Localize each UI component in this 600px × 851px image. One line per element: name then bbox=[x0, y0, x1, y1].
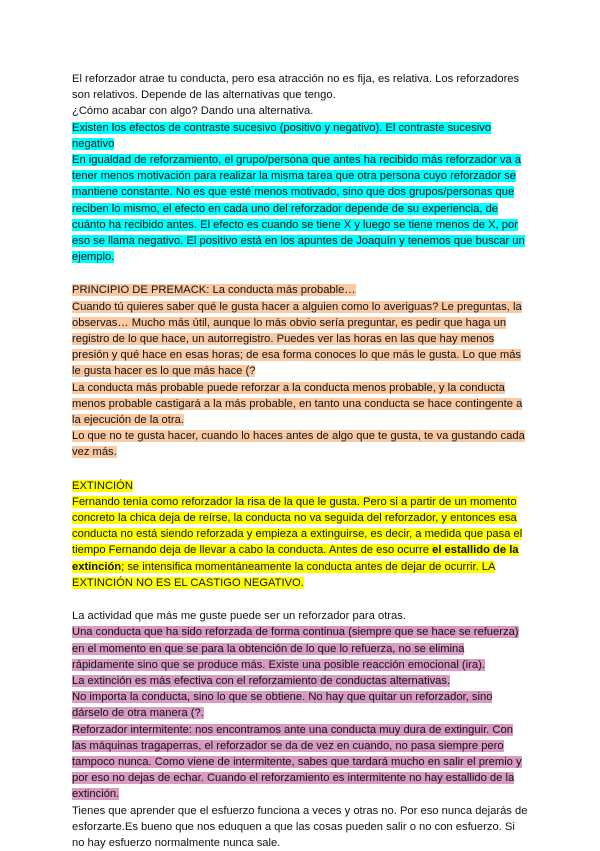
highlight-yellow bbox=[72, 496, 522, 589]
paragraph-reforzador-relativo: El reforzador atrae tu conducta, pero esa atracción no es fija, es relativa. Los reforzadores son relativos. Depende de las alternativas que tengo. bbox=[72, 73, 520, 102]
highlight-orange: PRINCIPIO DE PREMACK: La conducta más probable… bbox=[72, 284, 356, 297]
paragraph-gap bbox=[72, 461, 528, 478]
highlight-orange: La conducta más probable puede reforzar a la conducta menos probable, y la conducta menos probable castigará a la más probable, en tanto una conducta se hace contingente a la ejecución de la otra. bbox=[72, 381, 523, 427]
highlight-cyan: En igualdad de reforzamiento, el grupo/persona que antes ha recibido más reforzador va a tener menos motivación para realizar la misma tarea que otra persona cuyo reforzador se mantiene constante. No es que esté menos motivado, sino que dos grupos/personas que reciben lo mismo, el efecto en cada uno del reforzador depende de su experiencia, de cuánto ha recibido antes. El efecto es cuando se tiene X y luego se tiene menos de X, por eso se llama negativo. El positivo está en los apuntes de Joaquín y tenemos que buscar un ejemplo. bbox=[72, 154, 525, 264]
highlight-pink: La extinción es más efectiva con el reforzamiento de conductas alternativas. bbox=[72, 674, 451, 687]
paragraph-actividad-reforzador: La actividad que más me guste puede ser un reforzador para otras. bbox=[72, 610, 406, 623]
highlight-pink: Una conducta que ha sido reforzada de forma continua (siempre que se hace se refuerza) en el momento en que se para la obtención de lo que lo refuerza, no se elimina rápidamente sino que se produce más. Existe una posible reacción emocional (ira). bbox=[72, 626, 519, 671]
paragraph-premack-gusto bbox=[72, 428, 528, 460]
paragraph-no-importa-conducta bbox=[72, 689, 528, 721]
paragraph-extincion-ejemplo bbox=[72, 494, 528, 591]
paragraph-conductas-alternativas bbox=[72, 673, 528, 689]
paragraph-reforzamiento-continuo bbox=[72, 624, 528, 673]
document-body bbox=[72, 71, 528, 851]
highlight-cyan: Existen los efectos de contraste sucesivo (positivo y negativo). El contraste sucesivo negativo bbox=[72, 121, 492, 150]
extincion-text-start: Fernando tenía como reforzador la risa de la que le gusta. Pero si a partir de un momento concreto la chica deja de reírse, la conducta no va seguida del reforzador, y entonces esa conducta no está siendo reforzada y empieza a extinguirse, es decir, a medida que pasa el tiempo Fernando deja de llevar a cabo la conducta. Antes de eso ocurre bbox=[72, 495, 523, 557]
paragraph-esfuerzo: Tienes que aprender que el esfuerzo funciona a veces y otras no. Por eso nunca dejarás de esforzarte.Es bueno que nos eduquen a que las cosas pueden salir o no con esfuerzo. Si no hay esfuerzo normalmente nunca sale. bbox=[72, 804, 528, 849]
highlight-yellow: EXTINCIÓN bbox=[72, 479, 133, 492]
highlight-orange: Cuando tú quieres saber qué le gusta hacer a alguien como lo averiguas? Le preguntas, la observas… Mucho más útil, aunque lo más obvio sería preguntar, es pedir que haga un registro de lo que hace, un autorregistro. Puedes ver las horas en las que hay menos presión y qué hace en esas horas; de esa forma conoces lo que más le gusta. Lo que más le gusta hacer es lo que más hace (? bbox=[72, 300, 522, 378]
paragraph-premack-probable bbox=[72, 380, 528, 429]
paragraph-extincion-heading bbox=[72, 478, 528, 494]
highlight-pink: No importa la conducta, sino lo que se obtiene. No hay que quitar un reforzador, sino dárselo de otra manera (?. bbox=[72, 691, 493, 720]
paragraph-contraste-explicacion bbox=[72, 152, 528, 265]
highlight-pink: Reforzador intermitente: nos encontramos ante una conducta muy dura de extinguir. Con las máquinas tragaperras, el reforzador se da de vez en cuando, no pasa siempre pero tampoco nunca. Como viene de intermitente, sabes que tardará mucho en salir el premio y por eso no dejas de echar. Cuando el reforzamiento es intermitente no hay estallido de la extinción. bbox=[72, 723, 522, 801]
paragraph-gap bbox=[72, 265, 528, 282]
paragraph-premack-heading bbox=[72, 282, 528, 298]
extincion-text-end: ; se intensifica momentáneamente la conducta antes de dejar de ocurrir. LA EXTINCIÓN NO ES EL CASTIGO NEGATIVO. bbox=[72, 560, 495, 589]
paragraph-alternativa: ¿Cómo acabar con algo? Dando una alternativa. bbox=[72, 105, 314, 118]
paragraph-gap bbox=[72, 591, 528, 608]
paragraph-contraste-heading bbox=[72, 120, 528, 152]
highlight-orange: Lo que no te gusta hacer, cuando lo haces antes de algo que te gusta, te va gustando cada vez más. bbox=[72, 430, 525, 459]
paragraph-reforzador-intermitente bbox=[72, 722, 528, 803]
estallido-extincion-bold: el estallido de la extinción bbox=[72, 544, 519, 573]
paragraph-premack-registro bbox=[72, 299, 528, 380]
